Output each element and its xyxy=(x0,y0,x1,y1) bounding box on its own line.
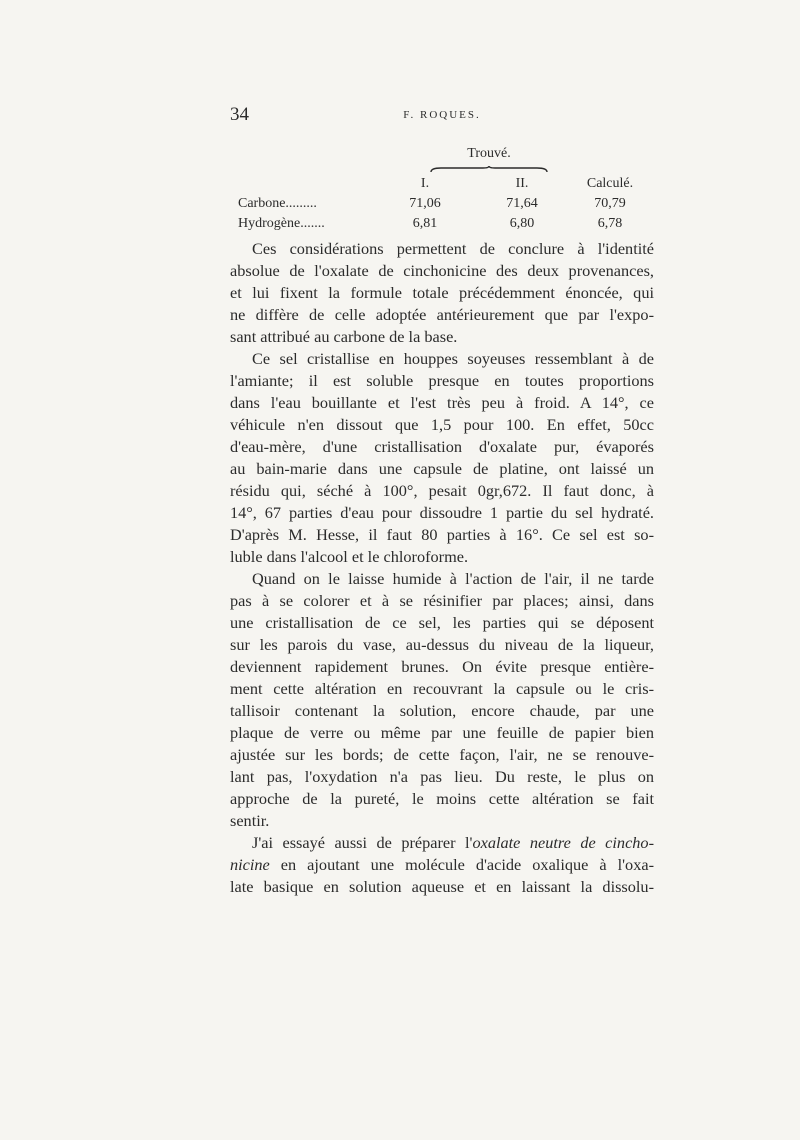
found-label: Trouvé. xyxy=(467,146,511,161)
row-label: Hydrogène....... xyxy=(238,216,325,231)
paragraph xyxy=(230,568,654,832)
page-number: 34 xyxy=(230,104,249,125)
text-line: Quand on le laisse humide à l'action de l'air, il ne tarde xyxy=(252,569,654,588)
body-text xyxy=(230,238,654,898)
table-row-hydrogen xyxy=(230,216,654,236)
text-line: luble dans l'alcool et le chloroforme. xyxy=(230,547,469,566)
text-line xyxy=(230,854,654,876)
paragraph xyxy=(230,238,654,348)
text-line: approche de la pureté, le moins cette altération se fait xyxy=(230,789,654,808)
column-header-1: I. xyxy=(420,176,430,191)
cell-value: 70,79 xyxy=(594,196,626,211)
text-line: d'eau-mère, d'une cristallisation d'oxalate pur, évaporés xyxy=(230,437,654,456)
running-head: F. ROQUES. xyxy=(403,109,481,121)
text-line: et lui fixent la formule totale précédemment énoncée, qui xyxy=(230,283,654,302)
text-line: absolue de l'oxalate de cinchonicine des deux provenances, xyxy=(230,261,654,280)
text-line: ne diffère de celle adoptée antérieurement que par l'expo- xyxy=(230,305,654,324)
column-header-calculated: Calculé. xyxy=(586,176,634,191)
cell-value: 6,78 xyxy=(597,216,623,231)
cell-value: 71,64 xyxy=(506,196,538,211)
italic-term: oxalate neutre de cincho- xyxy=(472,833,654,852)
text-line: lant pas, l'oxydation n'a pas lieu. Du reste, le plus on xyxy=(230,767,654,786)
table-row-carbon xyxy=(230,196,654,216)
text-line: ment cette altération en recouvrant la capsule ou le cris- xyxy=(230,679,654,698)
text-line: véhicule n'en dissout que 1,5 pour 100. En effet, 50cc xyxy=(230,415,654,434)
paragraph xyxy=(230,832,654,898)
cell-value: 71,06 xyxy=(409,196,441,211)
text-line: 14°, 67 parties d'eau pour dissoudre 1 partie du sel hydraté. xyxy=(230,503,654,522)
cell-value: 6,81 xyxy=(412,216,438,231)
page-header xyxy=(230,104,654,128)
analysis-results-table xyxy=(230,146,654,236)
cell-value: 6,80 xyxy=(509,216,535,231)
text-run: J'ai essayé aussi de préparer l' xyxy=(252,833,473,852)
italic-term: nicine xyxy=(230,855,270,874)
text-line: tallisoir contenant la solution, encore chaude, par une xyxy=(230,701,654,720)
text-line: sentir. xyxy=(230,811,270,830)
text-line xyxy=(230,832,654,854)
brace-icon xyxy=(429,166,549,174)
text-line: ajustée sur les bords; de cette façon, l'air, ne se renouve- xyxy=(230,745,654,764)
text-line: plaque de verre ou même par une feuille de papier bien xyxy=(230,723,654,742)
row-label: Carbone......... xyxy=(238,196,317,211)
text-line: pas à se colorer et à se résinifier par places; ainsi, dans xyxy=(230,591,654,610)
text-line: l'amiante; il est soluble presque en toutes proportions xyxy=(230,371,654,390)
text-line: une cristallisation de ce sel, les parties qui se déposent xyxy=(230,613,654,632)
text-run: en ajoutant une molécule d'acide oxalique à l'oxa- xyxy=(269,855,654,874)
text-line: Ce sel cristallise en houppes soyeuses ressemblant à de xyxy=(252,349,654,368)
text-line: deviennent rapidement brunes. On évite presque entière- xyxy=(230,657,654,676)
text-line: sur les parois du vase, au-dessus du niveau de la liqueur, xyxy=(230,635,654,654)
text-line: late basique en solution aqueuse et en laissant la dissolu- xyxy=(230,877,654,896)
text-line: dans l'eau bouillante et l'est très peu à froid. A 14°, ce xyxy=(230,393,654,412)
text-line: résidu qui, séché à 100°, pesait 0gr,672. Il faut donc, à xyxy=(230,481,654,500)
paragraph xyxy=(230,348,654,568)
text-line: Ces considérations permettent de conclure à l'identité xyxy=(252,239,654,258)
text-line: D'après M. Hesse, il faut 80 parties à 16°. Ce sel est so- xyxy=(230,525,654,544)
column-header-2: II. xyxy=(515,176,529,191)
text-line: au bain-marie dans une capsule de platine, ont laissé un xyxy=(230,459,654,478)
text-line: sant attribué au carbone de la base. xyxy=(230,327,458,346)
